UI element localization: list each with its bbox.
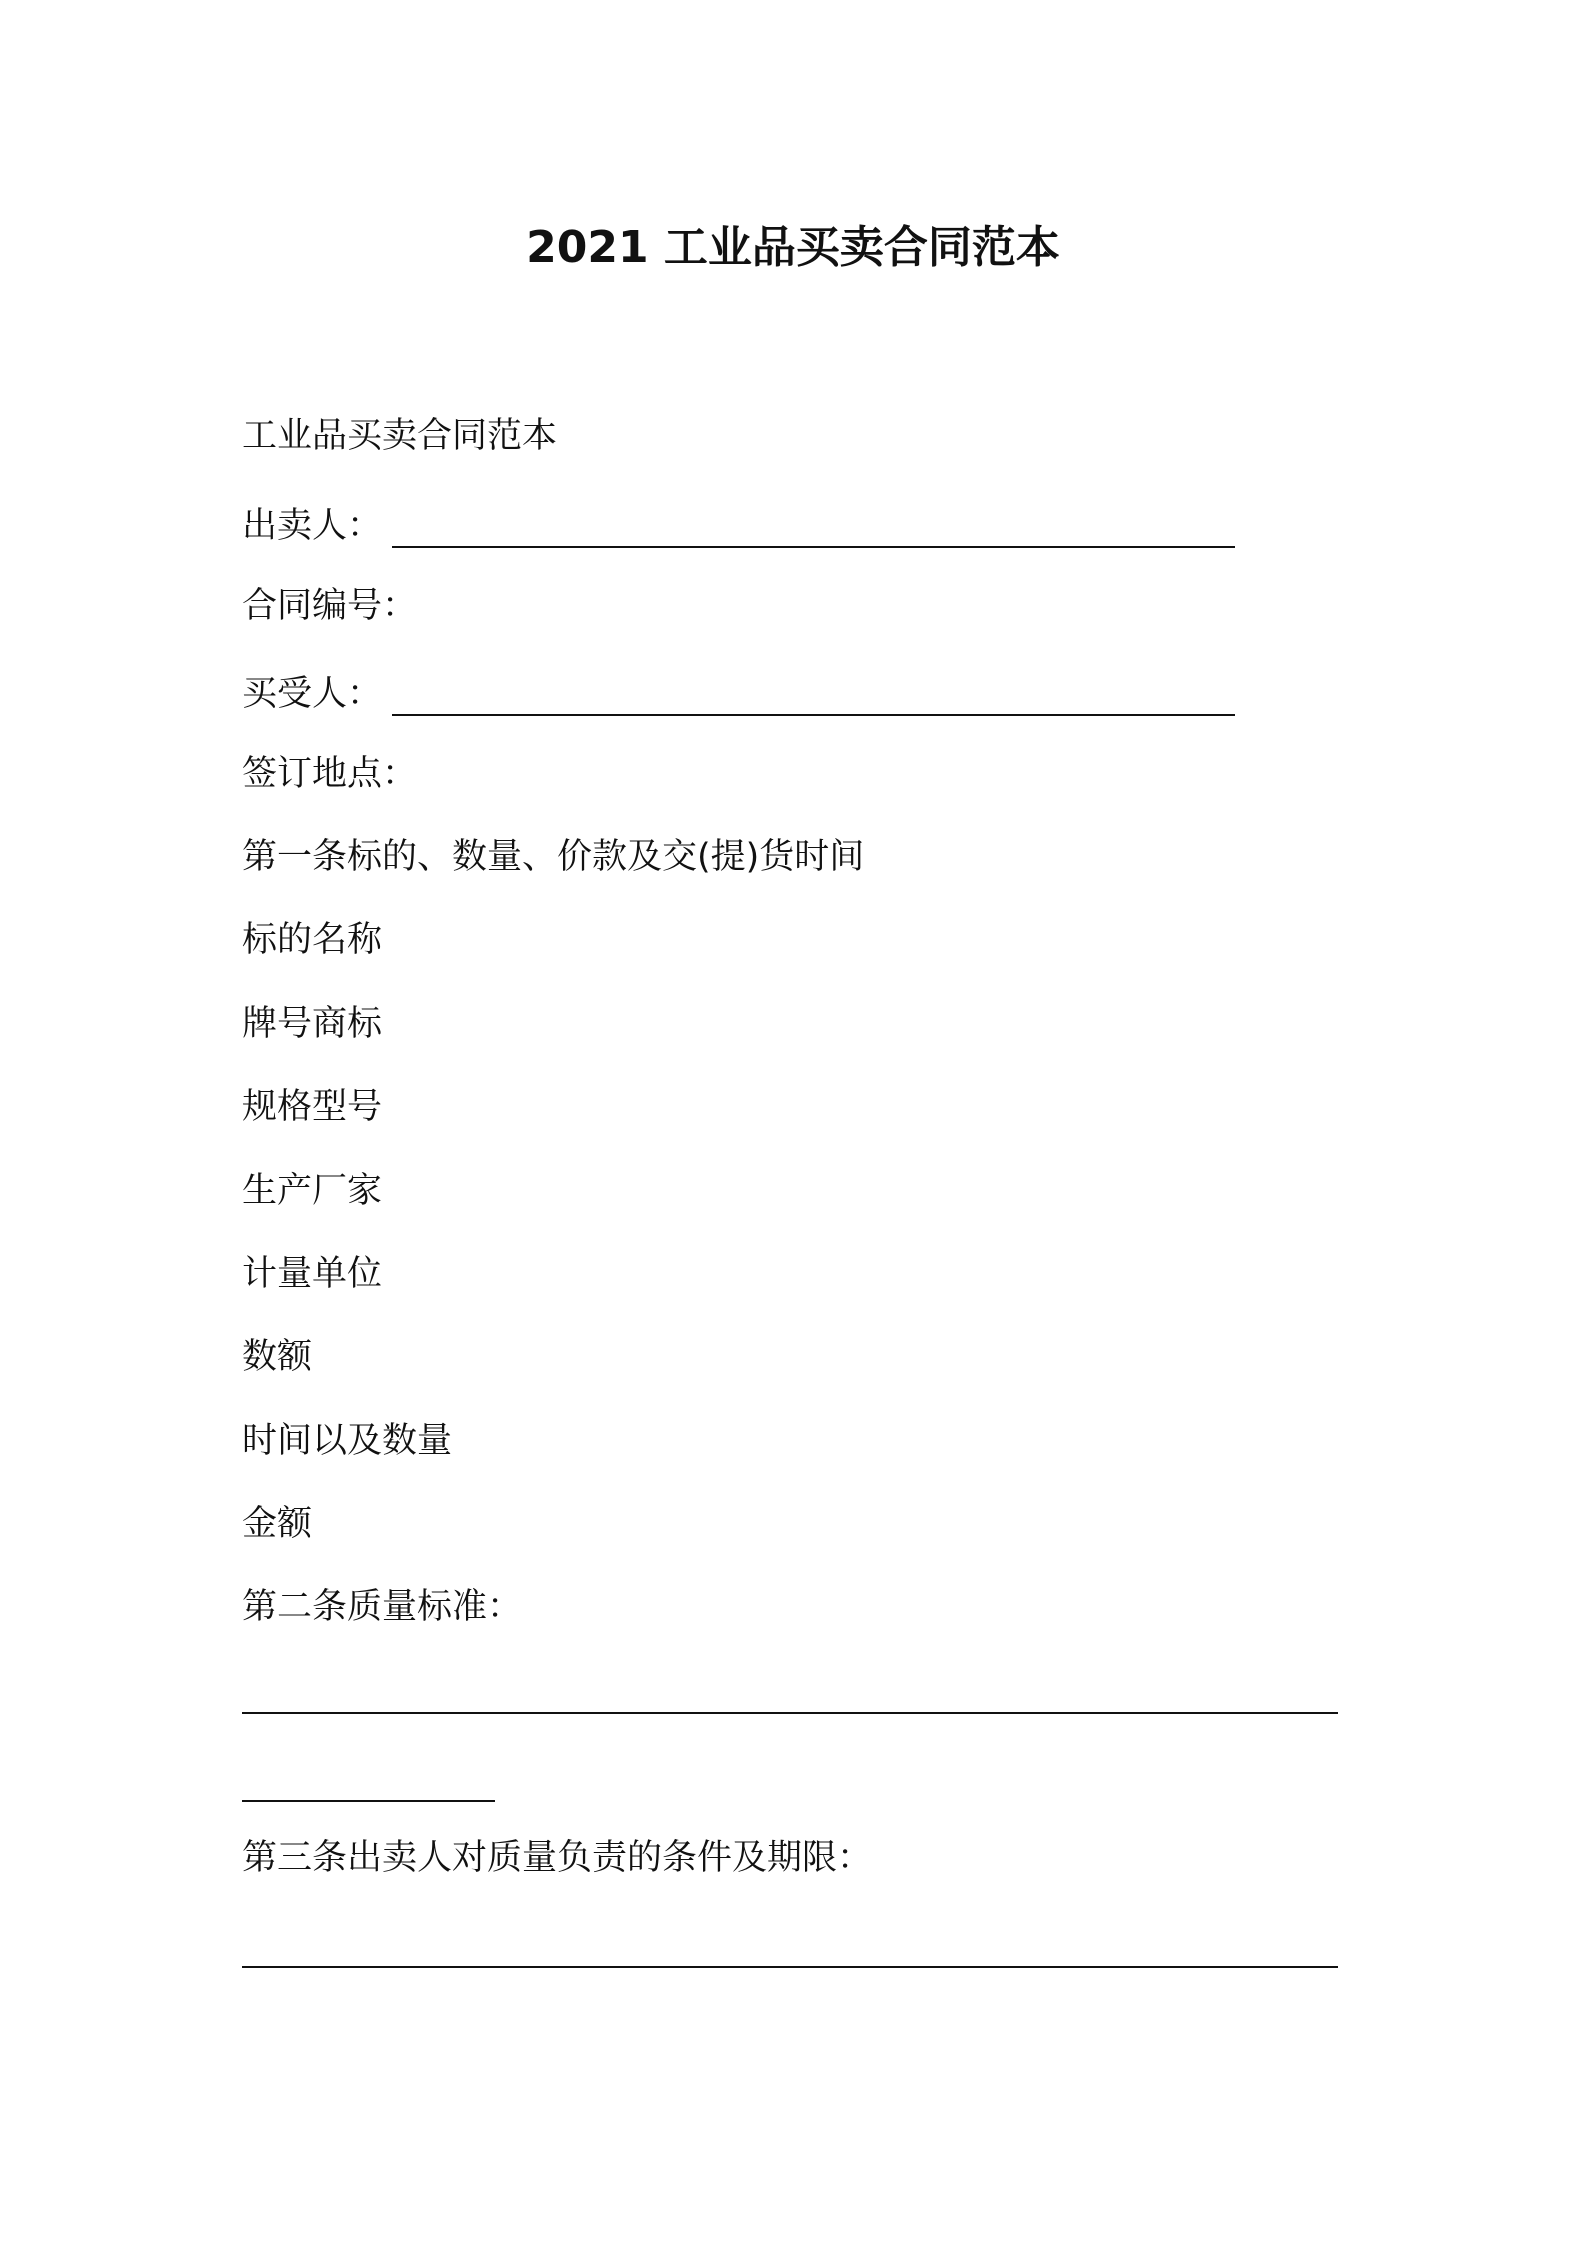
quality-standard-blank-line-1 [242,1712,1338,1714]
quality-responsibility-blank-line [242,1966,1338,1968]
buyer-blank-line [392,714,1235,716]
article-1-heading: 第一条标的、数量、价款及交(提)货时间 [242,837,865,877]
buyer-label: 买受人： [242,674,383,714]
manufacturer-label: 生产厂家 [242,1171,383,1211]
contract-number-label: 合同编号： [242,586,418,626]
article-2-heading: 第二条质量标准： [242,1587,523,1627]
subtitle: 工业品买卖合同范本 [242,416,558,456]
money-amount-label: 金额 [242,1504,313,1544]
spec-model-label: 规格型号 [242,1087,383,1127]
time-quantity-label: 时间以及数量 [242,1421,453,1461]
brand-trademark-label: 牌号商标 [242,1004,383,1044]
signing-place-label: 签订地点： [242,754,418,794]
seller-blank-line [392,546,1235,548]
amount-count-label: 数额 [242,1337,313,1377]
document-title: 2021 工业品买卖合同范本 [526,222,1060,273]
item-name-label: 标的名称 [242,920,383,960]
article-3-heading: 第三条出卖人对质量负责的条件及期限： [242,1838,873,1878]
unit-label: 计量单位 [242,1254,383,1294]
seller-label: 出卖人： [242,506,383,546]
quality-standard-blank-line-2 [242,1800,495,1802]
